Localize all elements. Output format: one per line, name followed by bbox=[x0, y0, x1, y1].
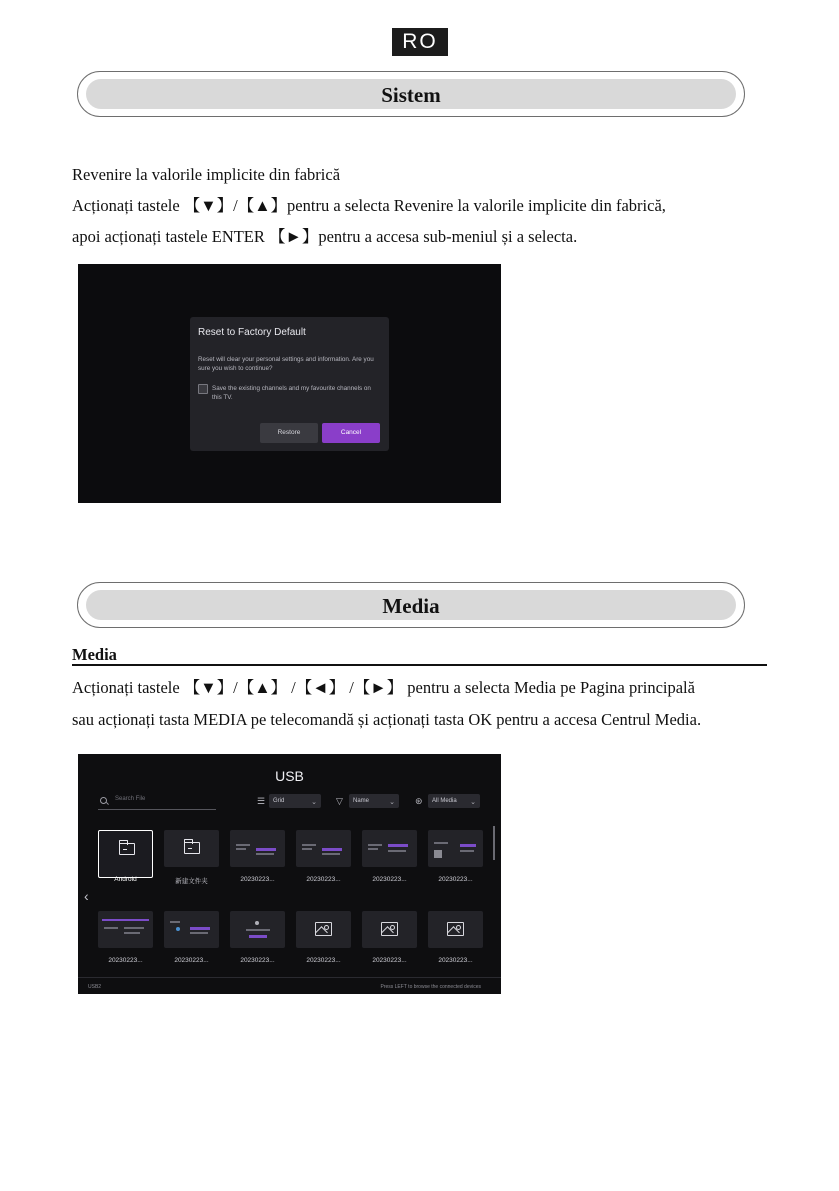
sort-label: Name bbox=[353, 798, 370, 804]
file-label: 20230223... bbox=[108, 957, 143, 964]
section-title-media: Media bbox=[86, 590, 736, 620]
sistem-paragraph-2: Acționați tastele 【▼】/【▲】pentru a selecta Revenire la valorile implicite din fabrică, bbox=[72, 196, 666, 215]
list-view-icon: ☰ bbox=[257, 796, 266, 806]
restore-button[interactable]: Restore bbox=[260, 423, 318, 443]
save-channels-checkbox[interactable] bbox=[198, 384, 208, 394]
folder-icon bbox=[184, 842, 200, 854]
file-label: 20230223... bbox=[306, 957, 341, 964]
file-label: 新建文件夹 bbox=[175, 878, 208, 885]
view-mode-dropdown[interactable] bbox=[269, 794, 321, 808]
screenshot-thumbnail bbox=[234, 919, 281, 941]
file-label: 20230223... bbox=[438, 876, 473, 883]
file-label: 20230223... bbox=[372, 957, 407, 964]
chevron-down-icon: ⌄ bbox=[470, 799, 476, 806]
media-subheading: Media bbox=[72, 646, 767, 666]
screenshot-thumbnail bbox=[300, 838, 347, 860]
usb-media-screenshot bbox=[78, 754, 501, 994]
sistem-paragraph-3: apoi acționați tastele ENTER 【►】pentru a accesa sub-meniul și a selecta. bbox=[72, 227, 578, 246]
screenshot-thumbnail bbox=[432, 838, 479, 860]
chevron-down-icon: ⌄ bbox=[389, 799, 395, 806]
search-placeholder: Search File bbox=[115, 796, 146, 802]
file-label: 20230223... bbox=[372, 876, 407, 883]
filter-icon: ▽ bbox=[336, 796, 343, 806]
usb-title: USB bbox=[275, 768, 304, 784]
factory-reset-screenshot bbox=[78, 264, 501, 503]
media-paragraph-2: sau acționați tasta MEDIA pe telecomandă și acționați tasta OK pentru a accesa Centrul Media. bbox=[72, 710, 702, 729]
section-title-sistem: Sistem bbox=[86, 79, 736, 109]
sistem-paragraph-1: Revenire la valorile implicite din fabrică bbox=[72, 165, 341, 184]
file-label: 20230223... bbox=[240, 957, 275, 964]
screenshot-thumbnail bbox=[168, 919, 215, 941]
scrollbar[interactable] bbox=[493, 826, 495, 860]
file-label: 20230223... bbox=[240, 876, 275, 883]
reset-dialog-title: Reset to Factory Default bbox=[198, 327, 306, 338]
search-input[interactable] bbox=[98, 794, 216, 810]
reset-dialog-message: Reset will clear your personal settings and information. Are you sure you wish to continue? bbox=[198, 356, 374, 372]
section-header-media bbox=[77, 582, 745, 628]
file-label: Android bbox=[114, 876, 137, 883]
media-type-label: All Media bbox=[432, 798, 457, 804]
section-header-sistem bbox=[77, 71, 745, 117]
cancel-button[interactable]: Cancel bbox=[322, 423, 380, 443]
reset-dialog bbox=[190, 317, 389, 451]
folder-icon bbox=[119, 843, 135, 855]
media-paragraph-1: Acționați tastele 【▼】/【▲】 /【◄】 /【►】 pentru a selecta Media pe Pagina principală bbox=[72, 678, 695, 697]
screenshot-thumbnail bbox=[102, 919, 149, 941]
view-mode-label: Grid bbox=[273, 798, 285, 804]
file-label: 20230223... bbox=[306, 876, 341, 883]
file-label: 20230223... bbox=[174, 957, 209, 964]
sort-dropdown[interactable] bbox=[349, 794, 399, 808]
screenshot-thumbnail bbox=[366, 838, 413, 860]
chevron-left-icon[interactable]: ‹ bbox=[84, 888, 89, 904]
media-type-icon: ⊛ bbox=[415, 796, 423, 806]
image-icon bbox=[315, 922, 332, 936]
usb-footer bbox=[78, 977, 501, 994]
media-type-dropdown[interactable] bbox=[428, 794, 480, 808]
image-icon bbox=[447, 922, 464, 936]
screenshot-thumbnail bbox=[234, 838, 281, 860]
language-badge: RO bbox=[392, 28, 448, 56]
footer-hint: Press LEFT to browse the connected devices bbox=[380, 984, 481, 990]
device-name: USB2 bbox=[88, 984, 102, 990]
chevron-down-icon: ⌄ bbox=[311, 799, 317, 806]
search-icon bbox=[100, 797, 107, 804]
file-label: 20230223... bbox=[438, 957, 473, 964]
image-icon bbox=[381, 922, 398, 936]
save-channels-label: Save the existing channels and my favourite channels on this TV. bbox=[212, 385, 371, 401]
